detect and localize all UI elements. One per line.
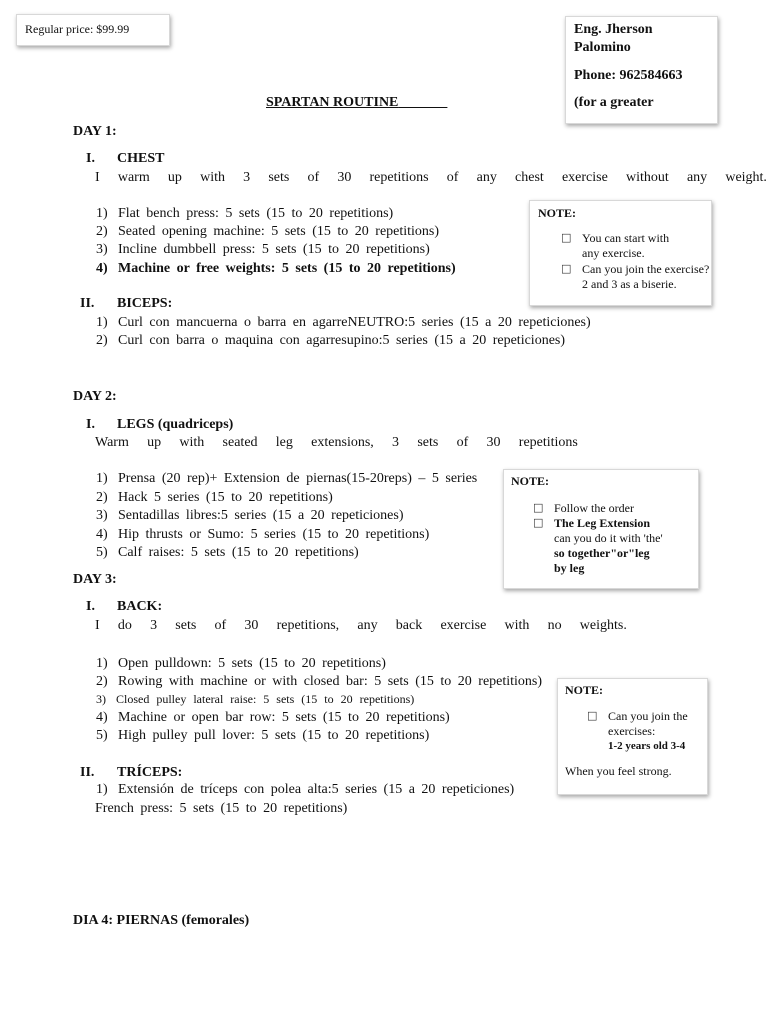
list-number: 1) bbox=[96, 656, 108, 671]
warmup-word: 3 bbox=[150, 618, 158, 633]
list-number: 2) bbox=[96, 224, 108, 239]
regular-price-box bbox=[16, 14, 170, 46]
note-box-day2 bbox=[503, 469, 699, 589]
legs-warmup-line bbox=[95, 435, 578, 451]
list-text: Curl con mancuerna o barra en agarreNEUTRO:5 series (15 a 20 repeticiones) bbox=[118, 315, 591, 330]
list-number: 4) bbox=[96, 710, 108, 725]
list-text: Flat bench press: 5 sets (15 to 20 repetitions) bbox=[118, 206, 394, 221]
list-text: Incline dumbbell press: 5 sets (15 to 20 repetitions) bbox=[118, 242, 430, 257]
note-text: can you do it with 'the' bbox=[554, 531, 663, 545]
page-title-text: SPARTAN ROUTINE bbox=[266, 95, 399, 110]
warmup-word: of bbox=[456, 435, 469, 450]
list-text: Extensión de tríceps con polea alta:5 series (15 a 20 repeticiones) bbox=[118, 782, 515, 797]
warmup-word: weight. bbox=[725, 170, 767, 185]
warmup-word: I bbox=[95, 170, 100, 185]
biceps-title: BICEPS: bbox=[117, 296, 173, 311]
bullet-icon: □ bbox=[561, 231, 572, 244]
warmup-word: repetitions bbox=[369, 170, 429, 185]
list-item bbox=[96, 692, 414, 707]
list-item bbox=[96, 261, 456, 277]
bullet-icon: □ bbox=[587, 709, 598, 722]
list-item bbox=[96, 674, 542, 690]
contact-name-line1: Eng. Jherson bbox=[574, 22, 653, 37]
list-number: 1) bbox=[96, 471, 108, 486]
list-text: Curl con barra o maquina con agarresupino:5 series (15 a 20 repeticiones) bbox=[118, 333, 566, 348]
note-title: NOTE: bbox=[511, 474, 550, 488]
list-text: Calf raises: 5 sets (15 to 20 repetitions) bbox=[118, 545, 359, 560]
contact-name-line2: Palomino bbox=[574, 40, 631, 55]
note-text: any exercise. bbox=[582, 246, 645, 260]
warmup-word: sets bbox=[417, 435, 439, 450]
list-item bbox=[96, 490, 333, 506]
day1-heading: DAY 1: bbox=[73, 124, 117, 139]
warmup-word: up bbox=[167, 170, 182, 185]
list-number: 1) bbox=[96, 206, 108, 221]
note-text: Can you join the exercise? bbox=[582, 262, 710, 276]
list-text: Hip thrusts or Sumo: 5 series (15 to 20 repetitions) bbox=[118, 527, 430, 542]
legs-title: LEGS (quadriceps) bbox=[117, 417, 234, 432]
warmup-word: any bbox=[686, 170, 708, 185]
bullet-icon: □ bbox=[533, 501, 544, 514]
warmup-word: Warm bbox=[95, 435, 129, 450]
chest-numeral: I. bbox=[86, 151, 95, 166]
list-item bbox=[96, 242, 430, 258]
warmup-word: sets bbox=[268, 170, 290, 185]
warmup-word: 30 bbox=[337, 170, 352, 185]
warmup-word: sets bbox=[175, 618, 197, 633]
warmup-word: exercise bbox=[440, 618, 487, 633]
list-number: 3) bbox=[96, 692, 106, 706]
note-text: 1-2 years old 3-4 bbox=[608, 740, 686, 752]
warmup-word: 3 bbox=[392, 435, 400, 450]
list-text: Sentadillas libres:5 series (15 a 20 repeticiones) bbox=[118, 508, 404, 523]
list-number: 2) bbox=[96, 490, 108, 505]
list-number: 1) bbox=[96, 315, 108, 330]
list-number: 4) bbox=[96, 261, 108, 276]
list-number: 2) bbox=[96, 674, 108, 689]
note-text: 2 and 3 as a biserie. bbox=[582, 277, 677, 291]
warmup-word: extensions, bbox=[311, 435, 374, 450]
warmup-word: 30 bbox=[486, 435, 501, 450]
warmup-word: chest bbox=[515, 170, 544, 185]
warmup-word: with bbox=[179, 435, 205, 450]
list-item bbox=[96, 545, 359, 561]
list-item bbox=[96, 728, 429, 744]
list-number: 2) bbox=[96, 333, 108, 348]
list-item bbox=[96, 782, 514, 798]
contact-note: (for a greater bbox=[574, 95, 654, 110]
list-item bbox=[96, 471, 477, 487]
note-footer: When you feel strong. bbox=[565, 764, 672, 778]
warmup-word: 30 bbox=[244, 618, 259, 633]
back-numeral: I. bbox=[86, 599, 95, 614]
warmup-word: 3 bbox=[243, 170, 251, 185]
note-text: Follow the order bbox=[554, 501, 634, 515]
back-title: BACK: bbox=[117, 599, 163, 614]
list-number: 3) bbox=[96, 242, 108, 257]
note-title: NOTE: bbox=[538, 206, 577, 220]
warmup-word: of bbox=[214, 618, 227, 633]
triceps-title: TRÍCEPS: bbox=[117, 765, 183, 780]
list-number: 5) bbox=[96, 545, 108, 560]
warmup-word: do bbox=[117, 618, 132, 633]
list-text: Closed pulley lateral raise: 5 sets (15 to 20 repetitions) bbox=[116, 692, 415, 706]
note-text: so together"or"leg bbox=[554, 546, 650, 560]
note-text: Can you join the bbox=[608, 709, 688, 723]
list-item bbox=[96, 508, 403, 524]
legs-numeral: I. bbox=[86, 417, 95, 432]
triceps-numeral: II. bbox=[80, 765, 95, 780]
warmup-word: warm bbox=[117, 170, 150, 185]
bullet-icon: □ bbox=[533, 516, 544, 529]
warmup-word: leg bbox=[275, 435, 293, 450]
note-box-day3 bbox=[557, 678, 708, 795]
list-text: Rowing with machine or with closed bar: 5 sets (15 to 20 repetitions) bbox=[118, 674, 543, 689]
list-item bbox=[96, 333, 565, 349]
list-item bbox=[96, 656, 386, 672]
list-item: French press: 5 sets (15 to 20 repetitions) bbox=[95, 801, 348, 816]
warmup-word: seated bbox=[222, 435, 258, 450]
warmup-word: repetitions bbox=[518, 435, 578, 450]
note-text: You can start with bbox=[582, 231, 670, 245]
list-number: 1) bbox=[96, 782, 108, 797]
warmup-word: up bbox=[147, 435, 162, 450]
warmup-word: exercise bbox=[561, 170, 608, 185]
list-text: Seated opening machine: 5 sets (15 to 20 repetitions) bbox=[118, 224, 440, 239]
note-box-day1 bbox=[529, 200, 712, 306]
warmup-word: of bbox=[307, 170, 320, 185]
chest-title: CHEST bbox=[117, 151, 165, 166]
warmup-word: I bbox=[95, 618, 100, 633]
list-text: Hack 5 series (15 to 20 repetitions) bbox=[118, 490, 333, 505]
list-number: 4) bbox=[96, 527, 108, 542]
list-item bbox=[96, 315, 591, 331]
back-warmup-line bbox=[95, 618, 627, 634]
list-text: Machine or open bar row: 5 sets (15 to 20 repetitions) bbox=[118, 710, 450, 725]
contact-phone: Phone: 962584663 bbox=[574, 68, 683, 83]
bullet-icon: □ bbox=[561, 262, 572, 275]
list-text: Machine or free weights: 5 sets (15 to 20 repetitions) bbox=[118, 261, 456, 276]
list-number: 5) bbox=[96, 728, 108, 743]
list-text: Open pulldown: 5 sets (15 to 20 repetitions) bbox=[118, 656, 386, 671]
note-text: exercises: bbox=[608, 724, 656, 738]
list-item bbox=[96, 710, 450, 726]
biceps-numeral: II. bbox=[80, 296, 95, 311]
note-text: by leg bbox=[554, 561, 585, 575]
note-title: NOTE: bbox=[565, 683, 604, 697]
warmup-word: any bbox=[476, 170, 497, 185]
list-item bbox=[96, 527, 429, 543]
list-item bbox=[96, 224, 439, 240]
regular-price-text: Regular price: $99.99 bbox=[25, 22, 130, 36]
warmup-word: without bbox=[625, 170, 669, 185]
warmup-word: of bbox=[446, 170, 459, 185]
chest-warmup-line bbox=[95, 170, 767, 186]
day3-heading: DAY 3: bbox=[73, 572, 117, 587]
warmup-word: any bbox=[357, 618, 378, 633]
warmup-word: weights. bbox=[579, 618, 627, 633]
list-number: 3) bbox=[96, 508, 108, 523]
page-title bbox=[266, 95, 447, 111]
list-text: High pulley pull lover: 5 sets (15 to 20 repetitions) bbox=[118, 728, 430, 743]
warmup-word: repetitions, bbox=[276, 618, 340, 633]
contact-box bbox=[565, 16, 718, 124]
day4-heading: DIA 4: PIERNAS (femorales) bbox=[73, 913, 250, 928]
warmup-word: no bbox=[547, 618, 562, 633]
day2-heading: DAY 2: bbox=[73, 389, 117, 404]
warmup-word: with bbox=[200, 170, 225, 185]
warmup-word: with bbox=[504, 618, 530, 633]
list-text: Prensa (20 rep)+ Extension de piernas(15-20reps) – 5 series bbox=[118, 471, 478, 486]
warmup-word: back bbox=[395, 618, 423, 633]
note-text: The Leg Extension bbox=[554, 516, 651, 530]
list-item bbox=[96, 206, 393, 222]
